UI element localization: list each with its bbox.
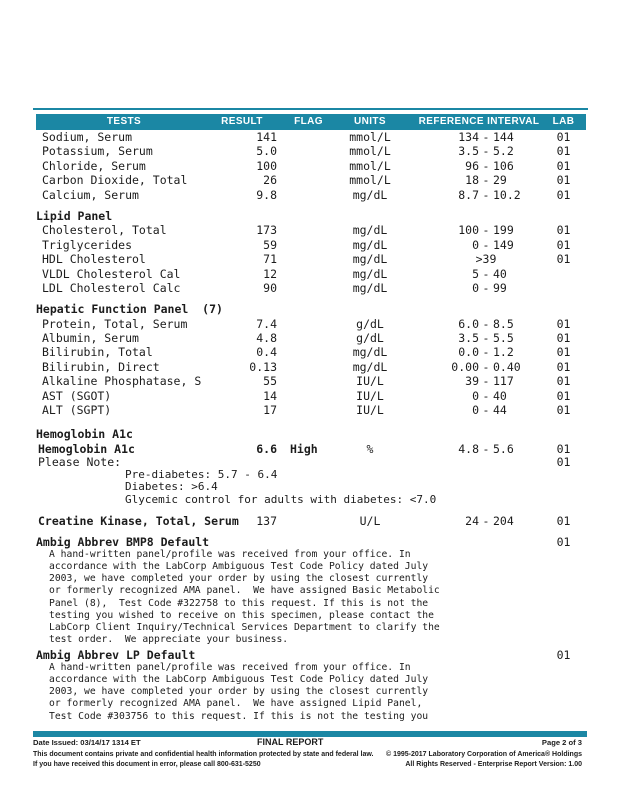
comment-line: LabCorp Client Inquiry/Technical Services Department to clarify the	[49, 621, 440, 633]
error-contact-notice: If you have received this document in error, please call 800-631-5250	[33, 760, 261, 768]
note-label: Please Note:	[38, 455, 122, 470]
lab-cell: 01	[556, 359, 571, 374]
lab-cell: 01	[556, 316, 571, 331]
units-cell: g/dL	[356, 331, 384, 346]
result-cell: 4.8	[256, 331, 277, 346]
rights-version-notice: All Rights Reserved - Enterprise Report Version: 1.00	[405, 760, 582, 768]
reference-high: 99	[493, 280, 507, 295]
test-name-cell: VLDL Cholesterol Cal	[42, 266, 181, 281]
result-cell: 6.6	[256, 441, 277, 456]
test-name-cell: Creatine Kinase, Total, Serum	[38, 513, 239, 528]
footer-legal-left	[33, 750, 373, 769]
units-cell: mg/dL	[352, 359, 388, 374]
flag-cell: High	[290, 441, 318, 456]
units-cell: mg/dL	[352, 280, 388, 295]
test-name-cell: Protein, Total, Serum	[42, 316, 188, 331]
reference-low: 6.0	[458, 316, 479, 331]
row-gap	[36, 202, 586, 209]
reference-dash: -	[482, 237, 490, 252]
reference-interval-cell	[413, 345, 559, 359]
reference-low: 24	[465, 513, 479, 528]
result-cell: 7.4	[256, 316, 277, 331]
reference-dash: -	[482, 173, 490, 188]
reference-interval-cell	[413, 238, 559, 252]
comment-line: or formerly recognized AMA panel. We have assigned Lipid Panel,	[49, 698, 423, 710]
test-row	[36, 442, 586, 456]
lab-cell: 01	[556, 187, 571, 202]
flag-cell	[277, 188, 327, 202]
lab-cell	[550, 267, 577, 281]
section-title: Hemoglobin A1c	[36, 427, 133, 442]
lab-cell: 01	[556, 237, 571, 252]
lab-cell: 01	[556, 513, 571, 528]
comment-line: A hand-written panel/profile was received from your office. In	[49, 661, 411, 673]
reference-low: 0	[472, 403, 479, 418]
flag-cell	[277, 317, 327, 331]
test-row	[36, 389, 586, 403]
comment-block-title: Ambig Abbrev LP Default	[36, 648, 196, 663]
lab-cell: 01	[556, 345, 571, 360]
comment-line: 2003, we have completed your order by using the closest currently	[49, 686, 429, 698]
units-cell: mmol/L	[349, 130, 391, 144]
copyright-notice: © 1995-2017 Laboratory Corporation of America® Holdings	[386, 751, 582, 758]
comment-block-title: Ambig Abbrev BMP8 Default	[36, 535, 210, 550]
units-cell: mg/dL	[352, 187, 388, 202]
units-cell: IU/L	[356, 374, 384, 389]
test-row	[36, 331, 586, 345]
test-name-cell: AST (SGOT)	[42, 388, 112, 403]
test-row	[36, 403, 586, 417]
reference-dash: -	[482, 144, 490, 159]
reference-dash: -	[482, 374, 490, 389]
units-cell: mg/dL	[352, 345, 388, 360]
units-cell: g/dL	[356, 316, 384, 331]
lab-report-table	[36, 114, 586, 723]
units-cell: mg/dL	[352, 223, 388, 238]
test-name-cell: LDL Cholesterol Calc	[42, 280, 181, 295]
row-gap	[36, 295, 586, 302]
column-header-tests: TESTS	[106, 116, 142, 127]
reference-interval-cell	[413, 374, 559, 388]
reference-interval-cell	[413, 267, 559, 281]
reference-low: 5	[472, 266, 479, 281]
comment-line: Test Code #303756 to this request. If this is not the testing you	[49, 710, 429, 722]
test-row	[36, 374, 586, 388]
reference-dash: -	[482, 158, 490, 173]
test-row	[36, 514, 586, 528]
footer-status-line	[0, 738, 618, 749]
test-row	[36, 223, 586, 237]
test-name-cell: Albumin, Serum	[42, 331, 139, 346]
section-title: Hepatic Function Panel (7)	[36, 302, 223, 317]
flag-cell	[277, 360, 327, 374]
reference-interval-cell	[413, 317, 559, 331]
units-cell: U/L	[359, 513, 381, 528]
result-cell: 90	[263, 280, 277, 295]
reference-low: 0	[472, 237, 479, 252]
column-header-reference-interval: REFERENCE INTERVAL	[418, 116, 540, 127]
reference-low: 0.0	[458, 345, 479, 360]
result-cell: 173	[256, 223, 277, 238]
lab-cell: 01	[556, 535, 571, 550]
table-header-row	[36, 114, 586, 130]
test-row	[36, 317, 586, 331]
lab-cell	[550, 281, 577, 295]
reference-interval-cell	[413, 144, 559, 158]
comment-line: A hand-written panel/profile was received from your office. In	[49, 548, 411, 560]
test-row	[36, 144, 586, 158]
confidentiality-notice: This document contains private and confidential health information protected by state and federal law.	[33, 751, 374, 758]
reference-low: 39	[465, 374, 479, 389]
units-cell: mg/dL	[352, 266, 388, 281]
flag-cell	[277, 223, 327, 237]
section-title: Lipid Panel	[36, 208, 113, 223]
reference-interval-cell	[413, 403, 559, 417]
test-row	[36, 345, 586, 359]
result-cell: 26	[263, 173, 277, 188]
test-row	[36, 252, 586, 266]
reference-single: >39	[475, 252, 497, 267]
note-row	[36, 456, 586, 469]
reference-low: 3.5	[458, 331, 479, 346]
test-name-cell: Carbon Dioxide, Total	[42, 173, 188, 188]
reference-high: 144	[493, 130, 514, 144]
test-name-cell: Bilirubin, Direct	[42, 359, 160, 374]
lab-cell: 01	[556, 455, 571, 470]
reference-low: 3.5	[458, 144, 479, 159]
flag-cell	[277, 130, 327, 144]
reference-low: 134	[458, 130, 479, 144]
test-name-cell: Triglycerides	[42, 237, 133, 252]
flag-cell	[277, 252, 327, 266]
comment-line: Panel (8), Test Code #322758 to this request. If this is not the	[49, 597, 429, 609]
reference-high: 117	[493, 374, 514, 389]
reference-low: 18	[465, 173, 479, 188]
flag-cell	[277, 403, 327, 417]
comment-block-title-row	[36, 536, 586, 549]
reference-high: 0.40	[493, 359, 521, 374]
comment-line: accordance with the LabCorp Ambiguous Test Code Policy dated July	[49, 560, 429, 572]
reference-dash: -	[482, 187, 490, 202]
result-cell: 137	[256, 513, 277, 528]
reference-dash: -	[482, 280, 490, 295]
reference-dash: -	[482, 130, 490, 144]
units-cell: mmol/L	[349, 173, 391, 188]
test-row	[36, 267, 586, 281]
lab-cell: 01	[556, 388, 571, 403]
units-cell: IU/L	[356, 403, 384, 418]
reference-interval-cell	[413, 130, 559, 144]
test-row	[36, 188, 586, 202]
reference-high: 1.2	[493, 345, 514, 360]
row-gap	[36, 417, 586, 427]
reference-high: 5.2	[493, 144, 514, 159]
note-detail-line: Glycemic control for adults with diabetes: <7.0	[125, 492, 437, 506]
column-header-units: UNITS	[354, 116, 386, 127]
test-name-cell: HDL Cholesterol	[42, 252, 146, 267]
test-row	[36, 159, 586, 173]
result-cell: 12	[263, 266, 277, 281]
test-row	[36, 281, 586, 295]
reference-low: 0	[472, 388, 479, 403]
units-cell: mg/dL	[352, 237, 388, 252]
footer-divider-bar	[33, 731, 587, 737]
column-header-flag: FLAG	[294, 116, 323, 127]
test-name-cell: Bilirubin, Total	[42, 345, 153, 360]
test-name-cell: Chloride, Serum	[42, 158, 146, 173]
result-cell: 5.0	[256, 144, 277, 159]
result-cell: 55	[263, 374, 277, 389]
comment-line: 2003, we have completed your order by using the closest currently	[49, 573, 429, 585]
reference-high: 149	[493, 237, 514, 252]
result-cell: 0.13	[249, 359, 277, 374]
reference-high: 29	[493, 173, 507, 188]
reference-high: 10.2	[493, 187, 521, 202]
result-cell: 71	[263, 252, 277, 267]
flag-cell	[277, 267, 327, 281]
lab-cell: 01	[556, 648, 571, 663]
footer-legal-right	[386, 750, 582, 769]
reference-interval-cell	[413, 514, 559, 528]
reference-high: 44	[493, 403, 507, 418]
reference-dash: -	[482, 388, 490, 403]
units-cell: IU/L	[356, 388, 384, 403]
result-cell: 0.4	[256, 345, 277, 360]
reference-interval-cell	[413, 173, 559, 187]
reference-high: 5.6	[493, 441, 514, 456]
reference-dash: -	[482, 223, 490, 238]
comment-line: accordance with the LabCorp Ambiguous Test Code Policy dated July	[49, 674, 429, 686]
lab-cell: 01	[556, 130, 571, 144]
test-row	[36, 173, 586, 187]
reference-high: 40	[493, 388, 507, 403]
lab-cell: 01	[556, 252, 571, 267]
lab-cell: 01	[556, 173, 571, 188]
reference-dash: -	[482, 331, 490, 346]
flag-cell	[277, 159, 327, 173]
lab-cell: 01	[556, 144, 571, 159]
final-report-label: FINAL REPORT	[257, 737, 324, 747]
flag-cell	[277, 345, 327, 359]
comment-block-title-row	[36, 649, 586, 662]
test-name-cell: ALT (SGPT)	[42, 403, 112, 418]
test-row	[36, 360, 586, 374]
reference-low: 4.8	[458, 441, 479, 456]
reference-low: 0	[472, 280, 479, 295]
row-gap	[36, 506, 586, 514]
test-name-cell: Cholesterol, Total	[42, 223, 167, 238]
reference-dash: -	[482, 403, 490, 418]
page-number-label: Page 2 of 3	[541, 738, 582, 747]
reference-interval-cell	[413, 159, 559, 173]
flag-cell	[277, 173, 327, 187]
reference-high: 40	[493, 266, 507, 281]
lab-cell: 01	[556, 223, 571, 238]
test-name-cell: Sodium, Serum	[42, 130, 133, 144]
reference-interval-cell	[413, 252, 559, 266]
lab-cell: 01	[556, 331, 571, 346]
flag-cell	[277, 374, 327, 388]
reference-dash: -	[482, 266, 490, 281]
lab-cell: 01	[556, 158, 571, 173]
flag-cell	[277, 144, 327, 158]
lab-cell: 01	[556, 441, 571, 456]
reference-low: 96	[465, 158, 479, 173]
units-cell: mmol/L	[349, 158, 391, 173]
reference-interval-cell	[413, 389, 559, 403]
reference-interval-cell	[413, 188, 559, 202]
test-row	[36, 238, 586, 252]
result-cell: 14	[263, 388, 277, 403]
test-name-cell: Hemoglobin A1c	[38, 441, 135, 456]
flag-cell	[277, 514, 327, 528]
date-issued-label: Date Issued: 03/14/17 1314 ET	[33, 738, 141, 747]
result-cell: 59	[263, 237, 277, 252]
test-name-cell: Calcium, Serum	[42, 187, 139, 202]
result-cell: 141	[256, 130, 277, 144]
reference-interval-cell	[413, 331, 559, 345]
column-header-lab: LAB	[552, 116, 575, 127]
column-header-result: RESULT	[221, 116, 263, 127]
test-row	[36, 130, 586, 144]
reference-interval-cell	[413, 223, 559, 237]
reference-low: 100	[458, 223, 479, 238]
reference-interval-cell	[413, 360, 559, 374]
lab-cell: 01	[556, 374, 571, 389]
flag-cell	[277, 389, 327, 403]
comment-line: or formerly recognized AMA panel. We have assigned Basic Metabolic	[49, 585, 440, 597]
flag-cell	[277, 238, 327, 252]
reference-dash: -	[482, 359, 490, 374]
note-detail-line: Pre-diabetes: 5.7 - 6.4	[125, 468, 278, 482]
reference-high: 199	[493, 223, 514, 238]
result-cell: 9.8	[256, 187, 277, 202]
reference-low: 0.00	[451, 359, 479, 374]
units-cell: %	[366, 441, 374, 456]
comment-line: testing you wished to receive on this specimen, please contact the	[49, 609, 434, 621]
flag-cell	[277, 331, 327, 345]
test-name-cell: Potassium, Serum	[42, 144, 153, 159]
reference-high: 106	[493, 158, 514, 173]
reference-low: 8.7	[458, 187, 479, 202]
reference-dash: -	[482, 316, 490, 331]
result-cell: 17	[263, 403, 277, 418]
table-body	[36, 130, 586, 723]
reference-high: 204	[493, 513, 514, 528]
result-cell: 100	[256, 158, 277, 173]
units-cell: mmol/L	[349, 144, 391, 159]
reference-dash: -	[482, 441, 490, 456]
reference-interval-cell	[413, 281, 559, 295]
note-detail-line: Diabetes: >6.4	[125, 480, 218, 494]
reference-dash: -	[482, 345, 490, 360]
comment-line: test order. We appreciate your business.	[49, 634, 289, 646]
flag-cell	[277, 281, 327, 295]
reference-interval-cell	[413, 442, 559, 456]
reference-dash: -	[482, 513, 490, 528]
top-divider-rule	[33, 108, 588, 110]
reference-high: 5.5	[493, 331, 514, 346]
lab-cell: 01	[556, 403, 571, 418]
units-cell: mg/dL	[352, 252, 388, 267]
test-name-cell: Alkaline Phosphatase, S	[42, 374, 202, 389]
reference-high: 8.5	[493, 316, 514, 331]
